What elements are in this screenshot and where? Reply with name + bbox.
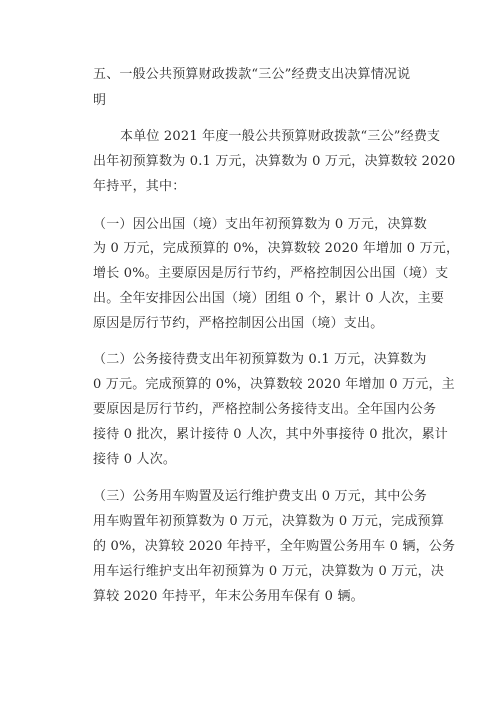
paragraph-line: 原因是厉行节约，严格控制因公出国（境）支出。 xyxy=(93,316,384,331)
paragraph-line: 增长 0%。主要原因是厉行节约，严格控制因公出国（境）支 xyxy=(93,266,449,281)
paragraph-line: 的 0%，决算较 2020 年持平，全年购置公务用车 0 辆，公务 xyxy=(93,539,456,554)
paragraph-line: （一）因公出国（境）支出年初预算数为 0 万元，决算数 xyxy=(93,217,427,232)
paragraph-line: 用车运行维护支出年初预算为 0 万元，决算数为 0 万元，决 xyxy=(93,564,445,579)
paragraph-line: 要原因是厉行节约，严格控制公务接待支出。全年国内公务 xyxy=(93,402,437,417)
paragraph-line: 接待 0 人次。 xyxy=(93,452,177,467)
paragraph-line: （二）公务接待费支出年初预算数为 0.1 万元，决算数为 xyxy=(93,352,427,367)
heading-line: 明 xyxy=(93,93,107,108)
paragraph-line: 年持平，其中： xyxy=(93,179,186,194)
paragraph-line: 用车购置年初预算数为 0 万元，决算数为 0 万元，完成预算 xyxy=(93,514,445,529)
heading-line: 五、一般公共预算财政拨款“三公”经费支出决算情况说 xyxy=(93,67,411,82)
paragraph-line: （三）公务用车购置及运行维护费支出 0 万元，其中公务 xyxy=(93,489,427,504)
paragraph-line: 0 万元。完成预算的 0%，决算数较 2020 年增加 0 万元，主 xyxy=(93,377,455,392)
paragraph-line: 本单位 2021 年度一般公共预算财政拨款“三公”经费支 xyxy=(120,129,441,144)
paragraph-line: 接待 0 批次，累计接待 0 人次，其中外事接待 0 批次，累计 xyxy=(93,427,449,442)
paragraph-line: 为 0 万元，完成预算的 0%，决算数较 2020 年增加 0 万元， xyxy=(93,241,460,256)
paragraph-line: 出。全年安排因公出国（境）团组 0 个，累计 0 人次，主要 xyxy=(93,291,445,306)
paragraph-line: 算较 2020 年持平，年末公务用车保有 0 辆。 xyxy=(93,589,364,604)
paragraph-line: 出年初预算数为 0.1 万元，决算数为 0 万元，决算数较 2020 xyxy=(93,154,456,169)
